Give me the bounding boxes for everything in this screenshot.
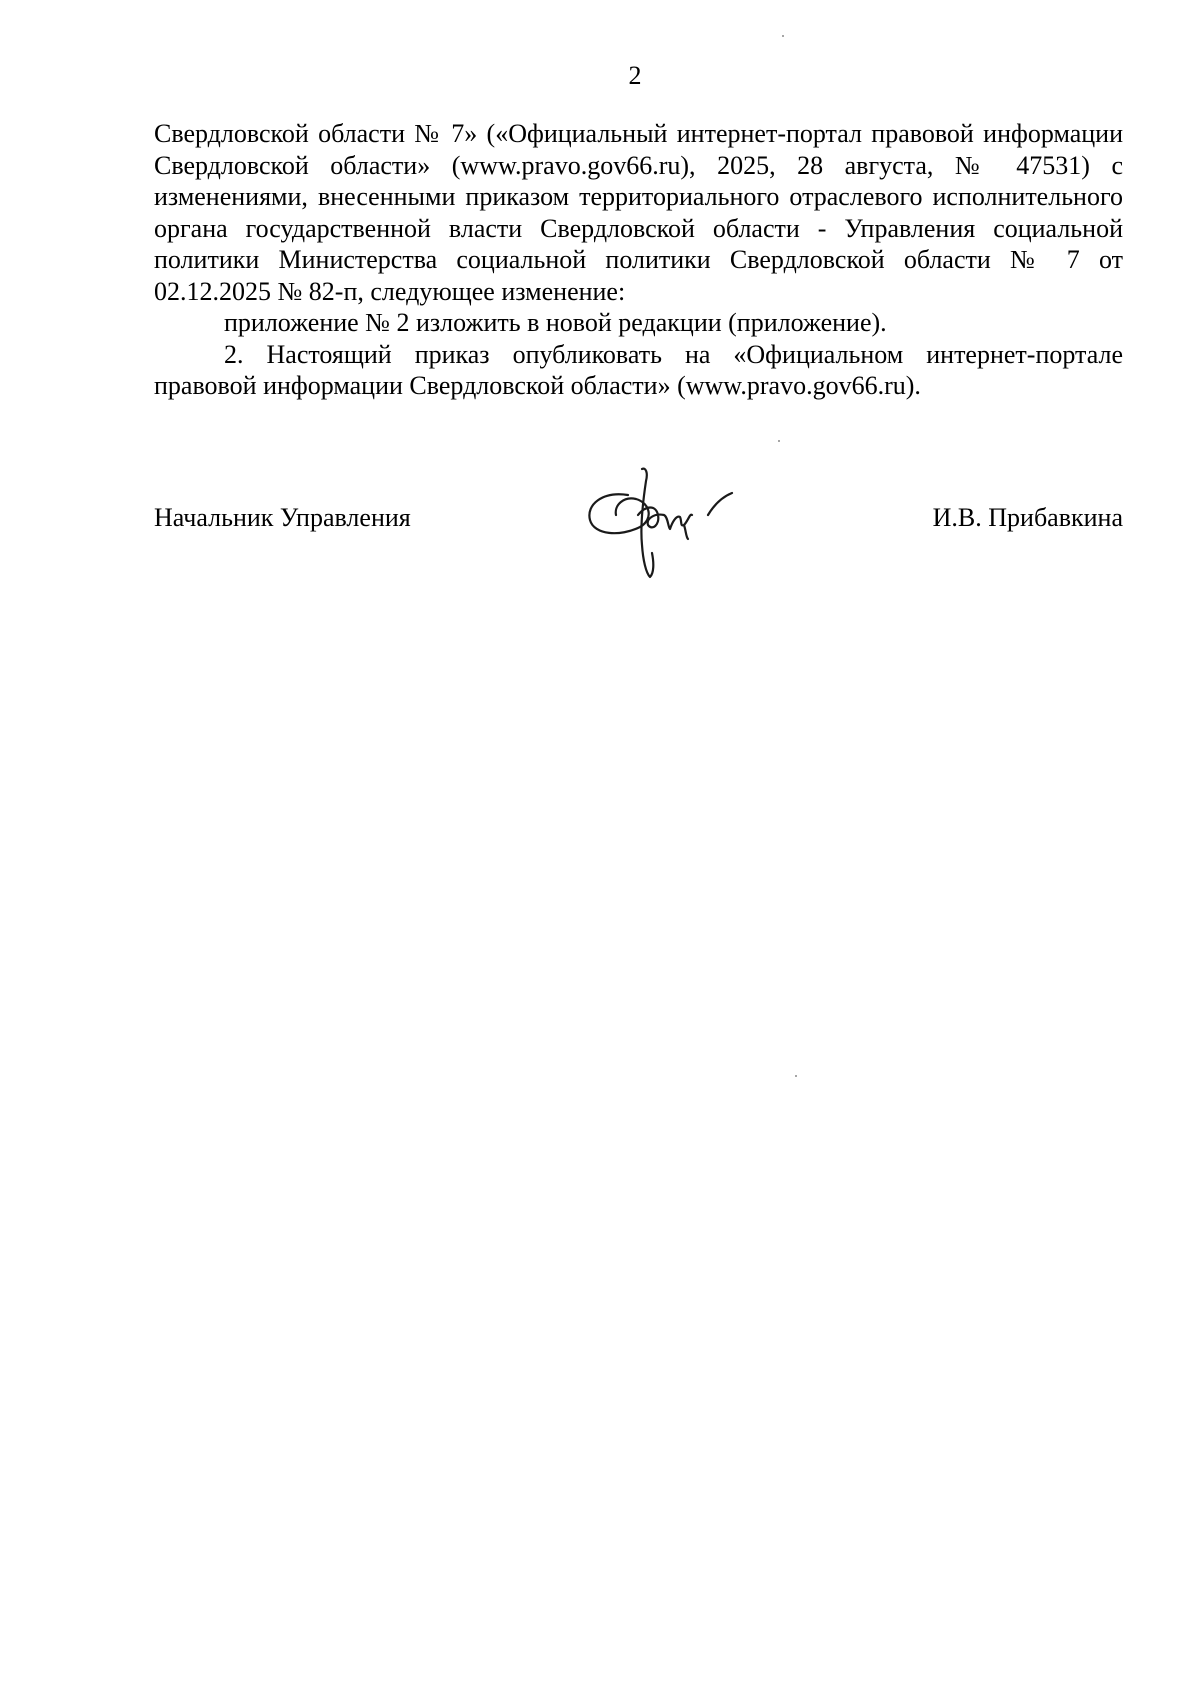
scan-speck (782, 35, 784, 37)
scan-speck (795, 1075, 797, 1077)
paragraph-continuation: Свердловской области № 7» («Официальный интернет-портал правовой информации Свердловской области» (www.pravo.gov66.ru), 2025, 28 августа, № 47531) с изменениями, внесенными приказом территориального отраслевого исполнительного органа государственной власти Свердловской области - Управления социальной политики Министерства социальной политики Свердловской области № 7 от 02.12.2025 № 82-п, следующее изменение: (154, 119, 1123, 306)
document-body (154, 118, 1123, 402)
signer-name: И.В. Прибавкина (932, 503, 1123, 532)
signer-position: Начальник Управления (154, 503, 411, 532)
handwritten-signature (580, 465, 740, 580)
page-number: 2 (628, 61, 642, 90)
scan-speck (778, 440, 780, 442)
paragraph-publication: 2. Настоящий приказ опубликовать на «Официальном интернет-портале правовой информации Свердловской области» (www.pravo.gov66.ru). (154, 339, 1123, 400)
paragraph-amendment: приложение № 2 изложить в новой редакции (приложение). (224, 308, 887, 337)
